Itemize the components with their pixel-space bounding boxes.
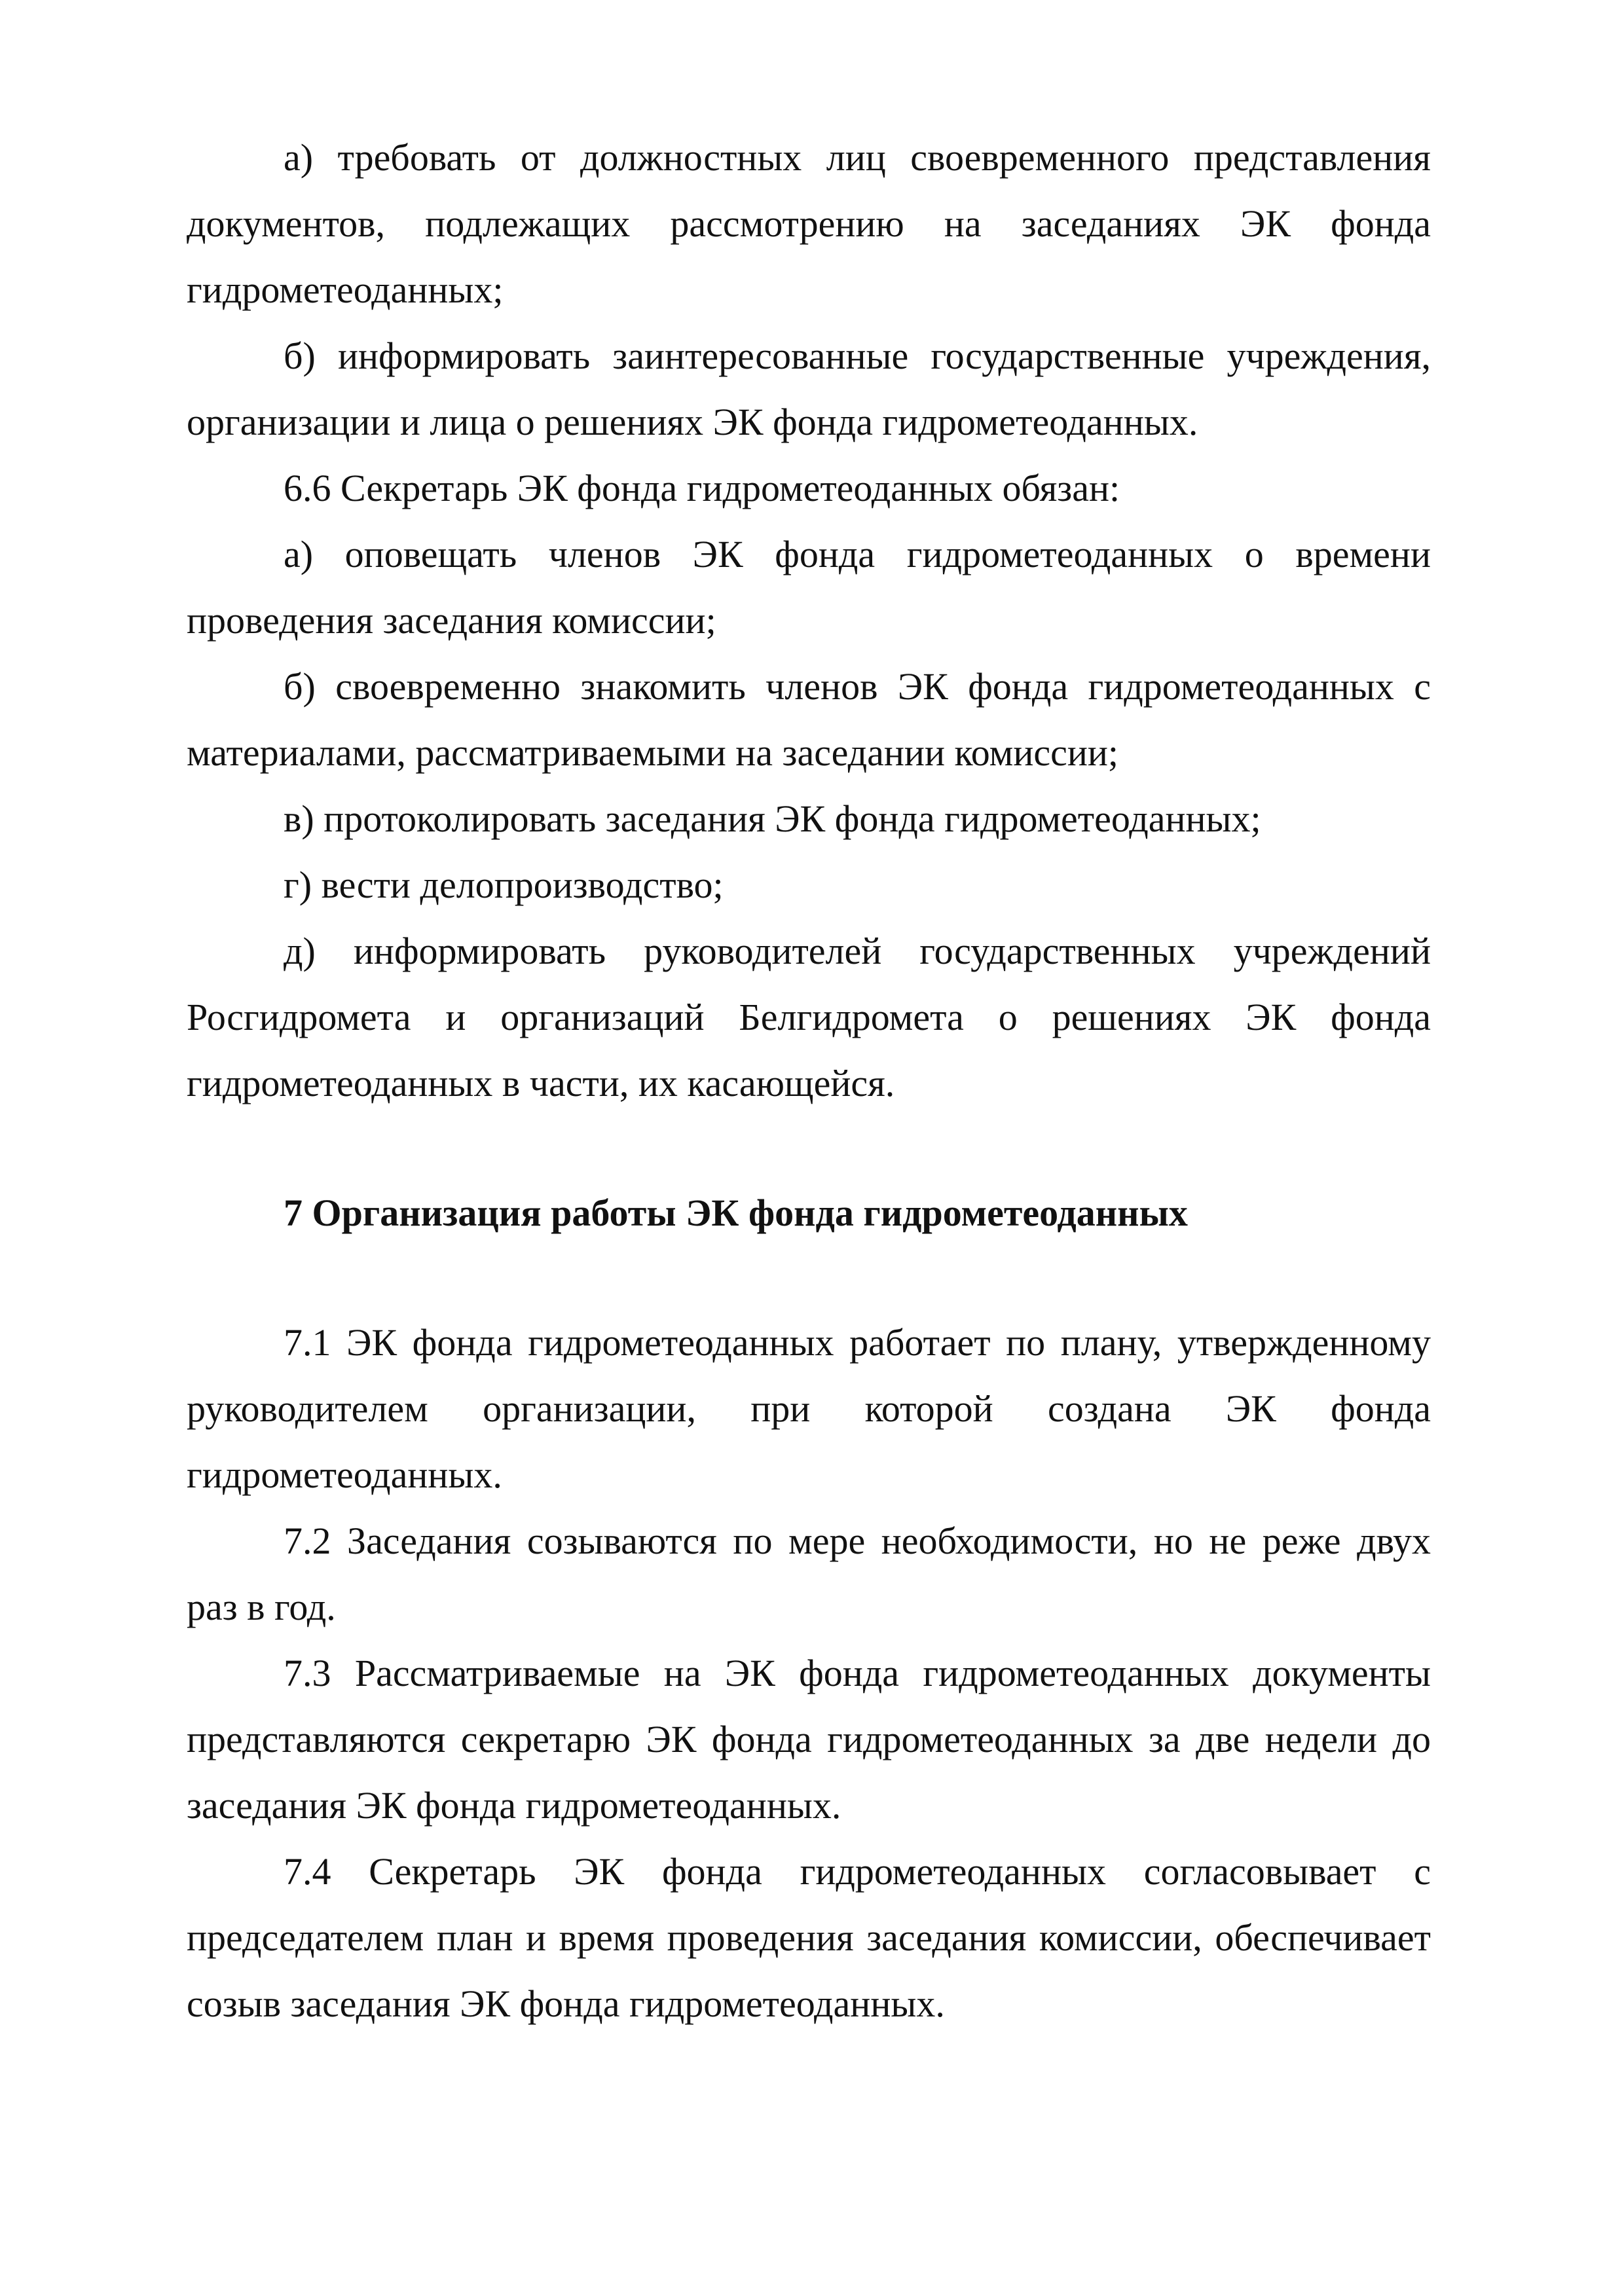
paragraph-rights-b: б) информировать заинтересованные государственные учреждения, организации и лица о решениях ЭК фонда гидрометеоданных. (187, 335, 1431, 443)
paragraph-7-4: 7.4 Секретарь ЭК фонда гидрометеоданных согласовывает с председателем план и время проведения заседания комиссии, обеспечивает созыв заседания ЭК фонда гидрометеоданных. (187, 1850, 1431, 2025)
document-page (187, 124, 1431, 2037)
section-7-heading: 7 Организация работы ЭК фонда гидрометеоданных (284, 1192, 1188, 1234)
paragraph-6-6-d: д) информировать руководителей государственных учреждений Росгидромета и организаций Белгидромета о решениях ЭК фонда гидрометеоданных в части, их касающейся. (187, 930, 1431, 1104)
paragraph-6-6: 6.6 Секретарь ЭК фонда гидрометеоданных обязан: (284, 467, 1120, 509)
spacer (187, 1246, 1431, 1309)
spacer (187, 1116, 1431, 1180)
paragraph-6-6-b: б) своевременно знакомить членов ЭК фонда гидрометеоданных с материалами, рассматриваемыми на заседании комиссии; (187, 665, 1431, 774)
paragraph-7-1: 7.1 ЭК фонда гидрометеоданных работает по плану, утвержденному руководителем организации, при которой создана ЭК фонда гидрометеоданных. (187, 1321, 1431, 1496)
paragraph-6-6-v: в) протоколировать заседания ЭК фонда гидрометеоданных; (284, 797, 1261, 840)
paragraph-7-3: 7.3 Рассматриваемые на ЭК фонда гидрометеоданных документы представляются секретарю ЭК фонда гидрометеоданных за две недели до заседания ЭК фонда гидрометеоданных. (187, 1652, 1431, 1827)
paragraph-6-6-g: г) вести делопроизводство; (284, 864, 724, 906)
paragraph-rights-a: а) требовать от должностных лиц своевременного представления документов, подлежащих рассмотрению на заседаниях ЭК фонда гидрометеоданных; (187, 136, 1431, 311)
paragraph-6-6-a: а) оповещать членов ЭК фонда гидрометеоданных о времени проведения заседания комиссии; (187, 533, 1431, 642)
paragraph-7-2: 7.2 Заседания созываются по мере необходимости, но не реже двух раз в год. (187, 1520, 1431, 1628)
